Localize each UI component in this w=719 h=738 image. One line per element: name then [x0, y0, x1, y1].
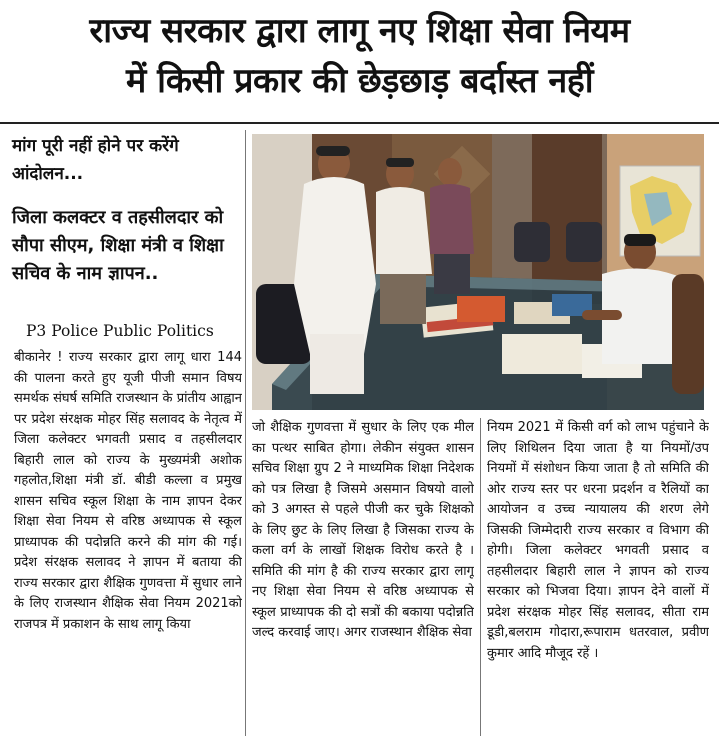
subheading-memorandum: जिला कलक्टर व तहसीलदार को सौपा सीएम, शिक्षा मंत्री व शिक्षा सचिव के नाम ज्ञापन..	[12, 207, 224, 284]
headline-line-2: में किसी प्रकार की छेड़छाड़ बर्दास्त नहीं	[125, 61, 594, 101]
photo-meeting-illustration	[252, 134, 704, 410]
headline-divider	[0, 122, 719, 124]
article-column-3: नियम 2021 में किसी वर्ग को लाभ पहुंचाने के लिए शिथिलन दिया जाता है या नियमों/उप नियमों में संशोधन किया जाता है तो समिति की ओर राज्य स्तर पर धरना प्रदर्शन व रैलियों का आयोजन व उच्च न्यायालय की शरण लेगे जिसकी जिम्मेदारी राज्य सरकार व विभाग की होगी। जिला कलेक्टर भगवती प्रसाद व तहसीलदार बिहारी लाल ने ज्ञापन को राज्य सरकार को भिजवा दिया। ज्ञापन देने वालों में प्रदेश संरक्षक मोहर सिंह सलावद, सीता राम डूडी,बलराम गोदारा,रूपाराम धतरवाल, प्रवीण कुमार आदि मौजूद रहें ।	[487, 420, 709, 661]
headline	[0, 6, 719, 106]
headline-line-1: राज्य सरकार द्वारा लागू नए शिक्षा सेवा नियम	[89, 11, 630, 51]
column-divider-1	[245, 130, 246, 736]
article-column-1: बीकानेर ! राज्य सरकार द्वारा लागू धारा 144 की पालना करते हुए यूजी पीजी समान विषय समर्थक संघर्ष समिति राजस्थान के प्रांतीय आह्वान पर प्रदेश संरक्षक मोहर सिंह सलावद के नेतृत्व में जिला कलेक्टर भगवती प्रसाद व तहसीलदार बिहारी लाल को राज्य के मुख्यमंत्री अशोक गहलोत,शिक्षा मंत्री डॉ. बीडी कल्ला व प्रमुख शासन सचिव स्कूल शिक्षा के नाम ज्ञापन देकर शिक्षा सेवा नियम से वरिष्ठ अध्यापक से स्कूल प्राध्यापक की पदोन्नति करने की मांग की गई। प्रदेश संरक्षक सलावद ने ज्ञापन में बताया की राज्य सरकार द्वारा शैक्षिक गुणवत्ता में सुधार लाने के लिए राजस्थान शैक्षिक सेवा नियम 2021को राजपत्र में प्रकाशन के साथ लागू किया	[14, 350, 242, 632]
byline: P3 Police Public Politics	[26, 322, 214, 340]
column-divider-2	[480, 418, 481, 736]
article-column-2: जो शैक्षिक गुणवत्ता में सुधार के लिए एक मील का पत्थर साबित होगा। लेकीन संयुक्त शासन सचिव शिक्षा ग्रुप 2 ने माध्यमिक शिक्षा निदेशक को पत्र लिखा है जिसमे असमान विषयो वालो को 3 अगस्त से पहले पीजी कर चुके शिक्षको के लिए छुट के लिए लिखा है जिसका राज्य के कला वर्ग के लाखों शिक्षक विरोध करते है । समिति की मांग है की राज्य सरकार द्वारा लागू नए शिक्षा सेवा नियम से वरिष्ठ अध्यापक से स्कूल प्राध्यापक की दो सत्रों की बकाया पदोन्नति जल्द करवाई जाए। अगर राजस्थान शैक्षिक सेवा	[252, 420, 474, 640]
news-photo	[252, 134, 704, 410]
subheading-protest: मांग पूरी नहीं होने पर करेंगे आंदोलन...	[12, 136, 179, 184]
